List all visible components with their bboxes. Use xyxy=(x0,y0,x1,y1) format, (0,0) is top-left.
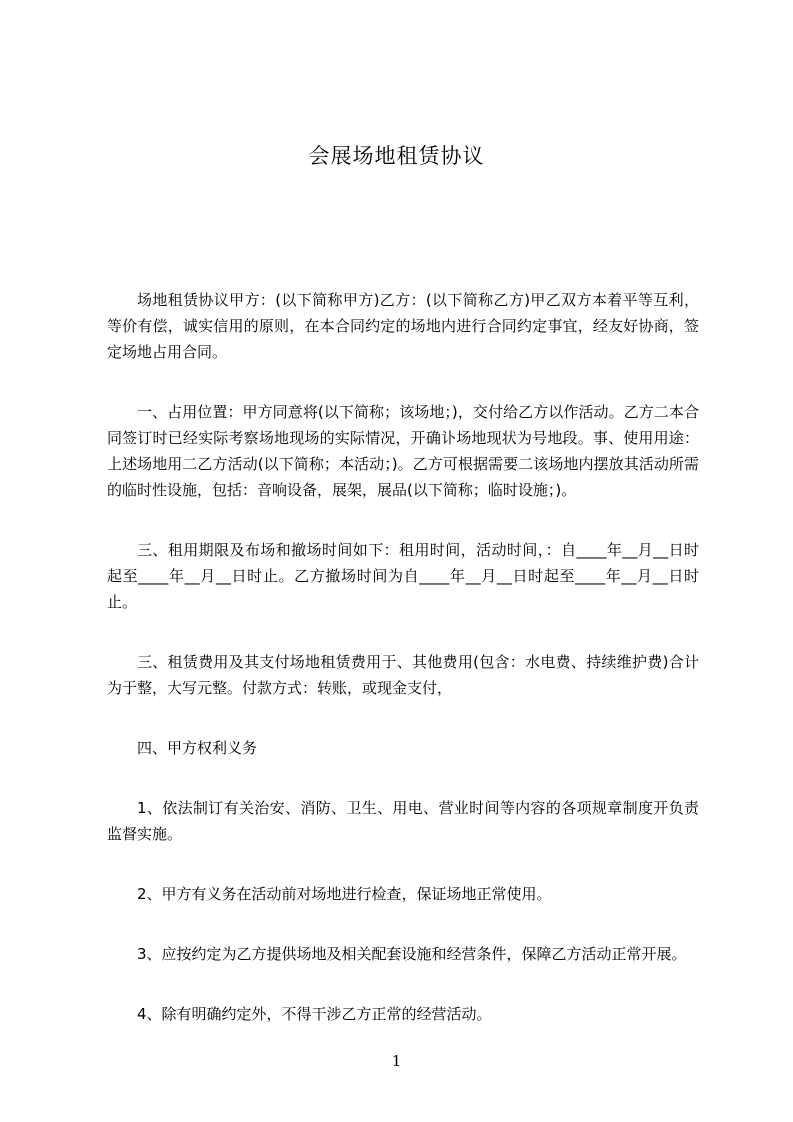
page-number: 1 xyxy=(391,1052,402,1070)
paragraph-rental-fees: 三、租赁费用及其支付场地租赁费用于、其他费用(包含：水电费、持续维护费)合计为于整，大写元整。付款方式：转账，或现金支付， xyxy=(107,653,699,697)
document-title: 会展场地租赁协议 xyxy=(308,144,485,168)
paragraph-rental-period: 三、租用期限及布场和撤场时间如下：租用时间，活动时间，：自____年__月__日时起至____年__月__日时止。乙方撤场时间为自____年__月__日时起至____年__月__日时止。 xyxy=(107,541,699,611)
paragraph-intro: 场地租赁协议甲方：(以下简称甲方)乙方：(以下简称乙方)甲乙双方本着平等互利，等价有偿，诚实信用的原则，在本合同约定的场地内进行合同约定事宜，经友好协商，签定场地占用合同。 xyxy=(107,291,699,361)
clause-4: 4、除有明确约定外，不得干涉乙方正常的经营活动。 xyxy=(137,1005,492,1023)
clause-2: 2、甲方有义务在活动前对场地进行检查，保证场地正常使用。 xyxy=(137,885,552,903)
paragraph-occupancy-location: 一、占用位置：甲方同意将(以下简称；该场地；)，交付给乙方以作活动。乙方二本合同签订时已经实际考察场地现场的实际情况，开确讣场地现状为号地段。事、使用用途：上述场地用二乙方活动(以下简称；本活动；)。乙方可根据需要二该场地内摆放其活动所需的临时性设施，包括：音响设备，展架，展品(以下简称；临时设施；)。 xyxy=(107,403,699,499)
clause-1: 1、依法制订有关治安、消防、卫生、用电、营业时间等内容的各项规章制度开负责监督实施。 xyxy=(107,799,699,843)
document-body xyxy=(107,287,699,1061)
clause-3: 3、应按约定为乙方提供场地及相关配套设施和经营条件，保障乙方活动正常开展。 xyxy=(137,945,687,963)
section-heading-party-a-rights: 四、甲方权利义务 xyxy=(137,739,258,757)
